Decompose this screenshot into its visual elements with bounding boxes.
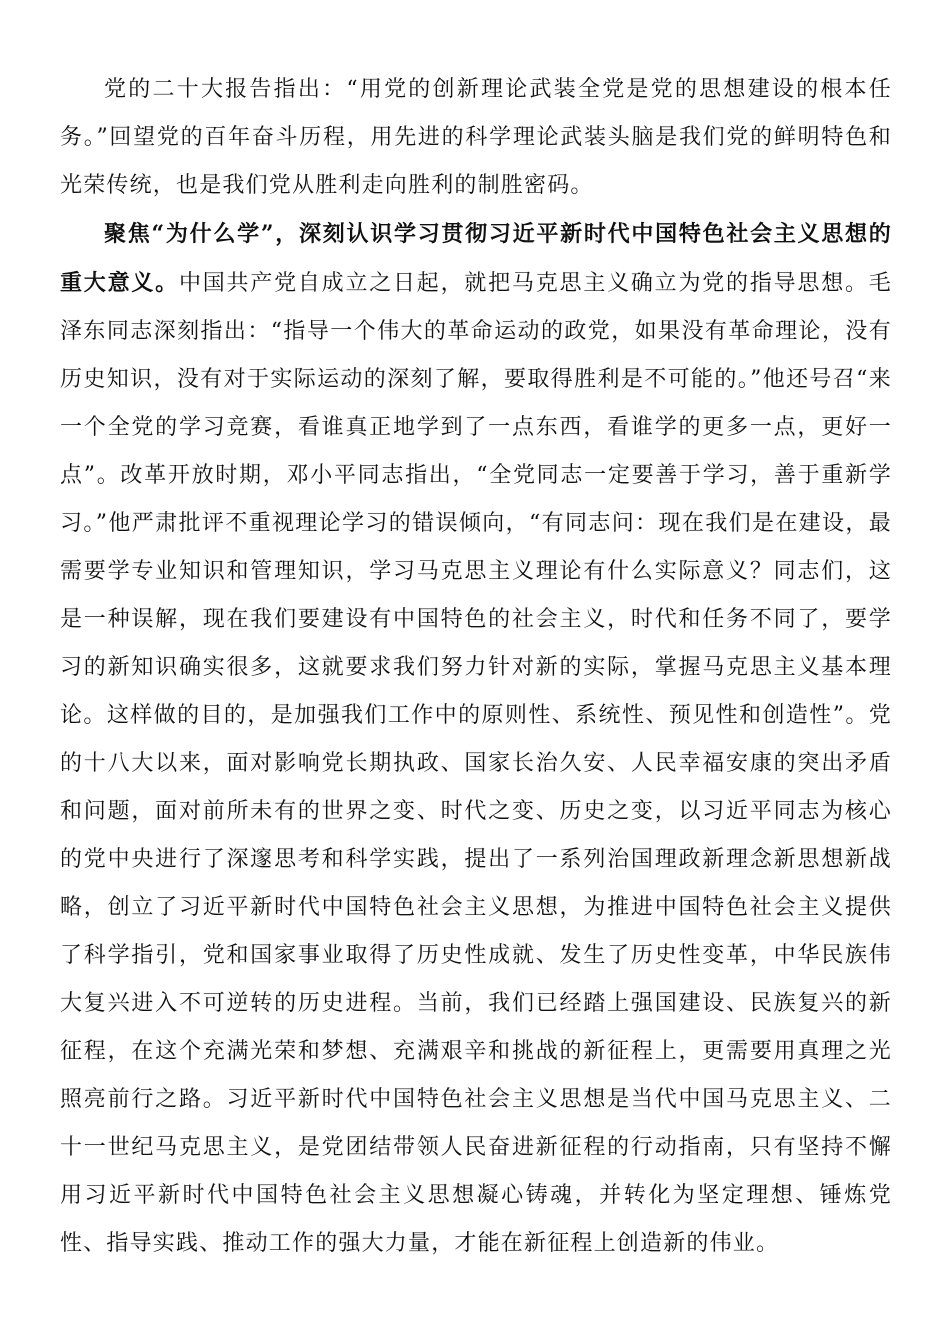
paragraph-intro — [60, 66, 892, 210]
paragraph-why-learn-text: 中国共产党自成立之日起，就把马克思主义确立为党的指导思想。毛泽东同志深刻指出：“指导一个伟大的革命运动的政党，如果没有革命理论，没有历史知识，没有对于实际运动的深刻了解，要取得胜利是不可能的。”他还号召“来一个全党的学习竞赛，看谁真正地学到了一点东西，看谁学的更多一点，更好一点”。改革开放时期，邓小平同志指出，“全党同志一定要善于学习，善于重新学习。”他严肃批评不重视理论学习的错误倾向，“有同志问：现在我们是在建设，最需要学专业知识和管理知识，学习马克思主义理论有什么实际意义？同志们，这是一种误解，现在我们要建设有中国特色的社会主义，时代和任务不同了，要学习的新知识确实很多，这就要求我们努力针对新的实际，掌握马克思主义基本理论。这样做的目的，是加强我们工作中的原则性、系统性、预见性和创造性”。党的十八大以来，面对影响党长期执政、国家长治久安、人民幸福安康的突出矛盾和问题，面对前所未有的世界之变、时代之变、历史之变，以习近平同志为核心的党中央进行了深邃思考和科学实践，提出了一系列治国理政新理念新思想新战略，创立了习近平新时代中国特色社会主义思想，为推进中国特色社会主义提供了科学指引，党和国家事业取得了历史性成就、发生了历史性变革，中华民族伟大复兴进入不可逆转的历史进程。当前，我们已经踏上强国建设、民族复兴的新征程，在这个充满光荣和梦想、充满艰辛和挑战的新征程上，更需要用真理之光照亮前行之路。习近平新时代中国特色社会主义思想是当代中国马克思主义、二十一世纪马克思主义，是党团结带领人民奋进新征程的行动指南，只有坚持不懈用习近平新时代中国特色社会主义思想凝心铸魂，并转化为坚定理想、锤炼党性、指导实践、推动工作的强大力量，才能在新征程上创造新的伟业。 — [60, 271, 892, 1256]
paragraph-why-learn-heading: 聚焦“为什么学”，深刻认识学习贯彻习近平新时代中国特色社会主义思想的重大意义。 — [60, 221, 892, 296]
paragraph-intro-text: 党的二十大报告指出：“用党的创新理论武装全党是党的思想建设的根本任务。”回望党的百年奋斗历程，用先进的科学理论武装头脑是我们党的鲜明特色和光荣传统，也是我们党从胜利走向胜利的制胜密码。 — [60, 77, 892, 198]
document-page — [60, 66, 892, 1268]
paragraph-why-learn — [60, 210, 892, 1268]
